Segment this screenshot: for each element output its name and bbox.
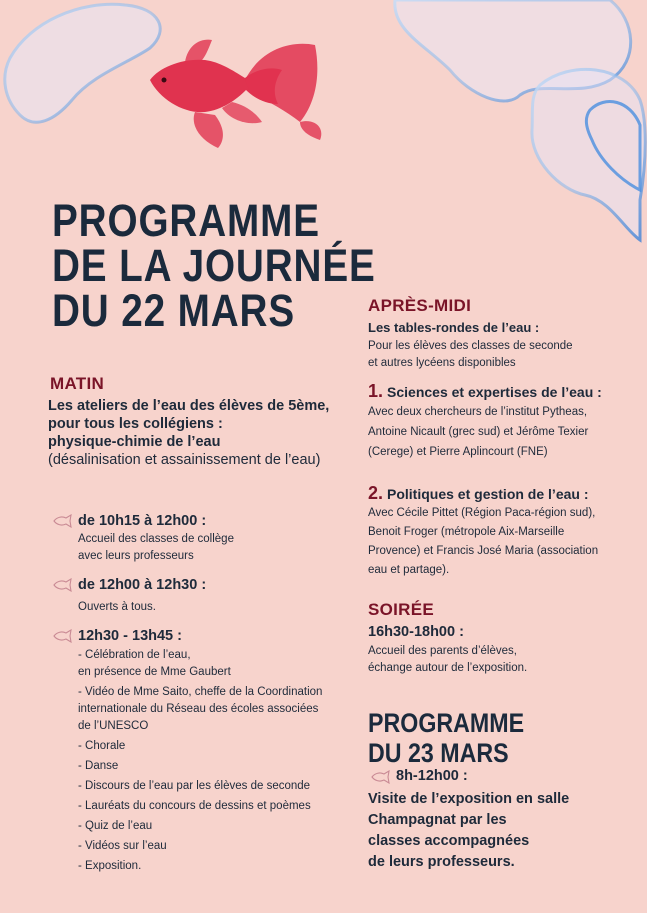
list-item: - Célébration de l’eau, xyxy=(78,649,191,661)
programme2-description xyxy=(368,789,569,873)
list-item: - Quiz de l’eau xyxy=(78,820,153,832)
slot1-line: avec leurs professeurs xyxy=(78,550,194,562)
roundtable-1-label: Sciences et expertises de l’eau : xyxy=(387,384,602,400)
matin-desc-line: Les ateliers de l’eau des élèves de 5ème, xyxy=(48,398,330,414)
list-item: - Exposition. xyxy=(78,860,142,872)
roundtable-1-number: 1. xyxy=(368,381,384,401)
roundtable-2-line: Benoit Froger (métropole Aix-Marseille xyxy=(368,526,565,538)
fish-bullet-icon xyxy=(370,770,392,784)
apresmidi-intro xyxy=(368,338,573,372)
soiree-details xyxy=(368,643,527,677)
slot1-details xyxy=(78,531,234,565)
slot1-line: Accueil des classes de collège xyxy=(78,533,234,545)
programme2-title xyxy=(368,708,524,768)
list-item: - Danse xyxy=(78,760,119,772)
list-item: - Vidéo de Mme Saito, cheffe de la Coordination xyxy=(78,686,323,698)
roundtable-2-line: eau et partage). xyxy=(368,564,450,576)
list-item: en présence de Mme Gaubert xyxy=(78,666,231,678)
roundtable-2-number: 2. xyxy=(368,483,384,503)
roundtable-2-details xyxy=(368,505,598,579)
fish-bullet-icon xyxy=(52,629,74,643)
list-item: - Vidéos sur l’eau xyxy=(78,840,167,852)
title-line-2: DE LA JOURNÉE xyxy=(52,240,376,291)
programme2-title-line: DU 23 MARS xyxy=(368,738,509,768)
roundtable-2-label: Politiques et gestion de l’eau : xyxy=(387,486,589,502)
programme2-line: classes accompagnées xyxy=(368,833,530,849)
page-title xyxy=(52,195,376,336)
matin-desc-line: pour tous les collégiens : xyxy=(48,416,223,432)
title-line-1: PROGRAMME xyxy=(52,195,320,246)
slot1-time: de 10h15 à 12h00 : xyxy=(78,513,207,529)
fish-illustration xyxy=(150,40,321,148)
roundtable-2-line: Provence) et Francis José Maria (association xyxy=(368,545,599,557)
slot2-line: Ouverts à tous. xyxy=(78,601,156,613)
programme2-line: Visite de l’exposition en salle xyxy=(368,791,570,807)
slot3-list xyxy=(78,647,322,875)
slot2-time: de 12h00 à 12h30 : xyxy=(78,577,207,593)
soiree-time: 16h30-18h00 : xyxy=(368,624,464,640)
slot3-time: 12h30 - 13h45 : xyxy=(78,628,182,644)
soiree-heading: SOIRÉE xyxy=(368,600,435,619)
fish-bullet-icon xyxy=(52,514,74,528)
matin-heading: MATIN xyxy=(50,374,105,393)
apresmidi-intro-line: Pour les élèves des classes de seconde xyxy=(368,340,573,352)
roundtable-1-line: Avec deux chercheurs de l’institut Pytheas, xyxy=(368,406,588,418)
apresmidi-heading: APRÈS-MIDI xyxy=(368,296,472,315)
roundtable-1-line: (Cerege) et Pierre Aplincourt (FNE) xyxy=(368,446,548,458)
roundtable-1-title xyxy=(368,381,602,402)
list-item: - Chorale xyxy=(78,740,126,752)
fish-bullet-icon xyxy=(52,578,74,592)
soiree-line: échange autour de l’exposition. xyxy=(368,662,528,674)
roundtable-2-title xyxy=(368,483,589,504)
list-item: internationale du Réseau des écoles associées xyxy=(78,703,319,715)
soiree-line: Accueil des parents d’élèves, xyxy=(368,645,517,657)
apresmidi-intro-line: et autres lycéens disponibles xyxy=(368,357,516,369)
list-item: de l’UNESCO xyxy=(78,720,149,732)
apresmidi-subheading: Les tables-rondes de l’eau : xyxy=(368,320,540,335)
matin-desc-line: physique-chimie de l’eau xyxy=(48,434,221,450)
matin-description xyxy=(48,397,358,469)
programme2-line: Champagnat par les xyxy=(368,812,507,828)
matin-desc-line: (désalinisation et assainissement de l’eau) xyxy=(48,452,321,468)
title-line-3: DU 22 MARS xyxy=(52,285,296,336)
roundtable-1-line: Antoine Nicault (grec sud) et Jérôme Texier xyxy=(368,426,589,438)
roundtable-2-line: Avec Cécile Pittet (Région Paca-région sud), xyxy=(368,507,596,519)
list-item: - Discours de l’eau par les élèves de seconde xyxy=(78,780,311,792)
programme2-line: de leurs professeurs. xyxy=(368,854,515,870)
programme2-title-line: PROGRAMME xyxy=(368,708,525,738)
roundtable-1-details xyxy=(368,404,588,461)
list-item: - Lauréats du concours de dessins et poèmes xyxy=(78,800,311,812)
programme2-time: 8h-12h00 : xyxy=(396,768,468,784)
